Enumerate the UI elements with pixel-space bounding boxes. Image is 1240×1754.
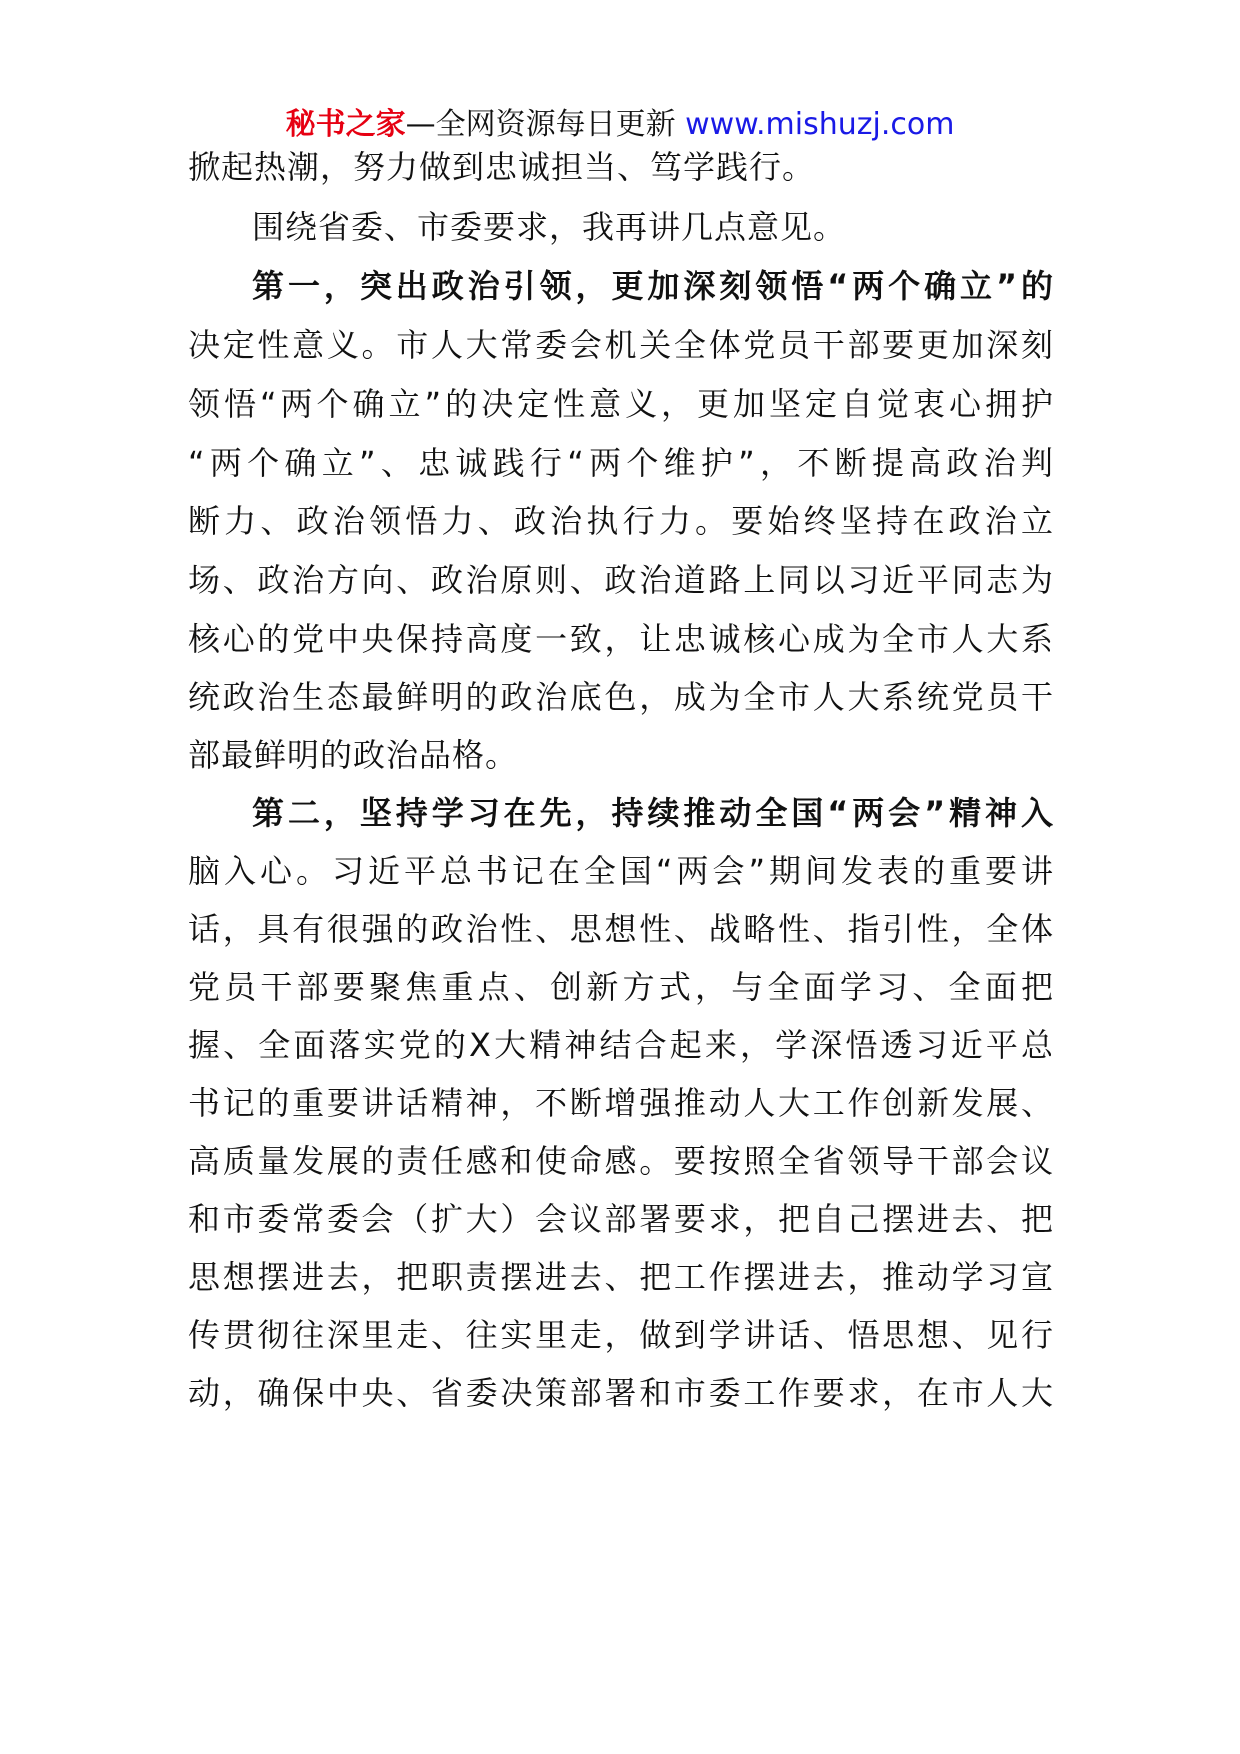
header-tagline: —全网资源每日更新	[405, 107, 676, 142]
text-line: 脑入心。习近平总书记在全国“两会”期间发表的重要讲	[188, 852, 1054, 890]
text-line: 动，确保中央、省委决策部署和市委工作要求，在市人大	[188, 1374, 1054, 1412]
text-line: 决定性意义。市人大常委会机关全体党员干部要更加深刻	[188, 326, 1054, 364]
text-line: 第二，坚持学习在先，持续推动全国“两会”精神入	[252, 794, 1054, 832]
text-line: 第一，突出政治引领，更加深刻领悟“两个确立”的	[252, 267, 1054, 305]
text-line: 和市委常委会（扩大）会议部署要求，把自己摆进去、把	[188, 1200, 1054, 1238]
text-line: 话，具有很强的政治性、思想性、战略性、指引性，全体	[188, 910, 1054, 948]
text-line: 断力、政治领悟力、政治执行力。要始终坚持在政治立	[188, 502, 1054, 540]
text-line: 统政治生态最鲜明的政治底色，成为全市人大系统党员干	[188, 678, 1054, 716]
text-line: 核心的党中央保持高度一致，让忠诚核心成为全市人大系	[188, 620, 1054, 658]
text-line: 书记的重要讲话精神，不断增强推动人大工作创新发展、	[188, 1084, 1054, 1122]
text-line: 掀起热潮，努力做到忠诚担当、笃学践行。	[188, 148, 816, 186]
text-line: “两个确立”、忠诚践行“两个维护”，不断提高政治判	[188, 444, 1054, 482]
text-line: 高质量发展的责任感和使命感。要按照全省领导干部会议	[188, 1142, 1054, 1180]
brand-name: 秘书之家	[285, 107, 406, 142]
text-line: 握、全面落实党的X大精神结合起来，学深悟透习近平总	[188, 1026, 1054, 1064]
text-line: 部最鲜明的政治品格。	[188, 736, 519, 774]
text-line: 党员干部要聚焦重点、创新方式，与全面学习、全面把	[188, 968, 1054, 1006]
text-line: 思想摆进去，把职责摆进去、把工作摆进去，推动学习宣	[188, 1258, 1054, 1296]
text-line: 领悟“两个确立”的决定性意义，更加坚定自觉衷心拥护	[188, 385, 1054, 423]
text-line: 场、政治方向、政治原则、政治道路上同以习近平同志为	[188, 561, 1054, 599]
text-line: 围绕省委、市委要求，我再讲几点意见。	[252, 208, 847, 246]
site-url-link[interactable]: www.mishuzj.com	[685, 107, 955, 142]
text-line: 传贯彻往深里走、往实里走，做到学讲话、悟思想、见行	[188, 1316, 1054, 1354]
